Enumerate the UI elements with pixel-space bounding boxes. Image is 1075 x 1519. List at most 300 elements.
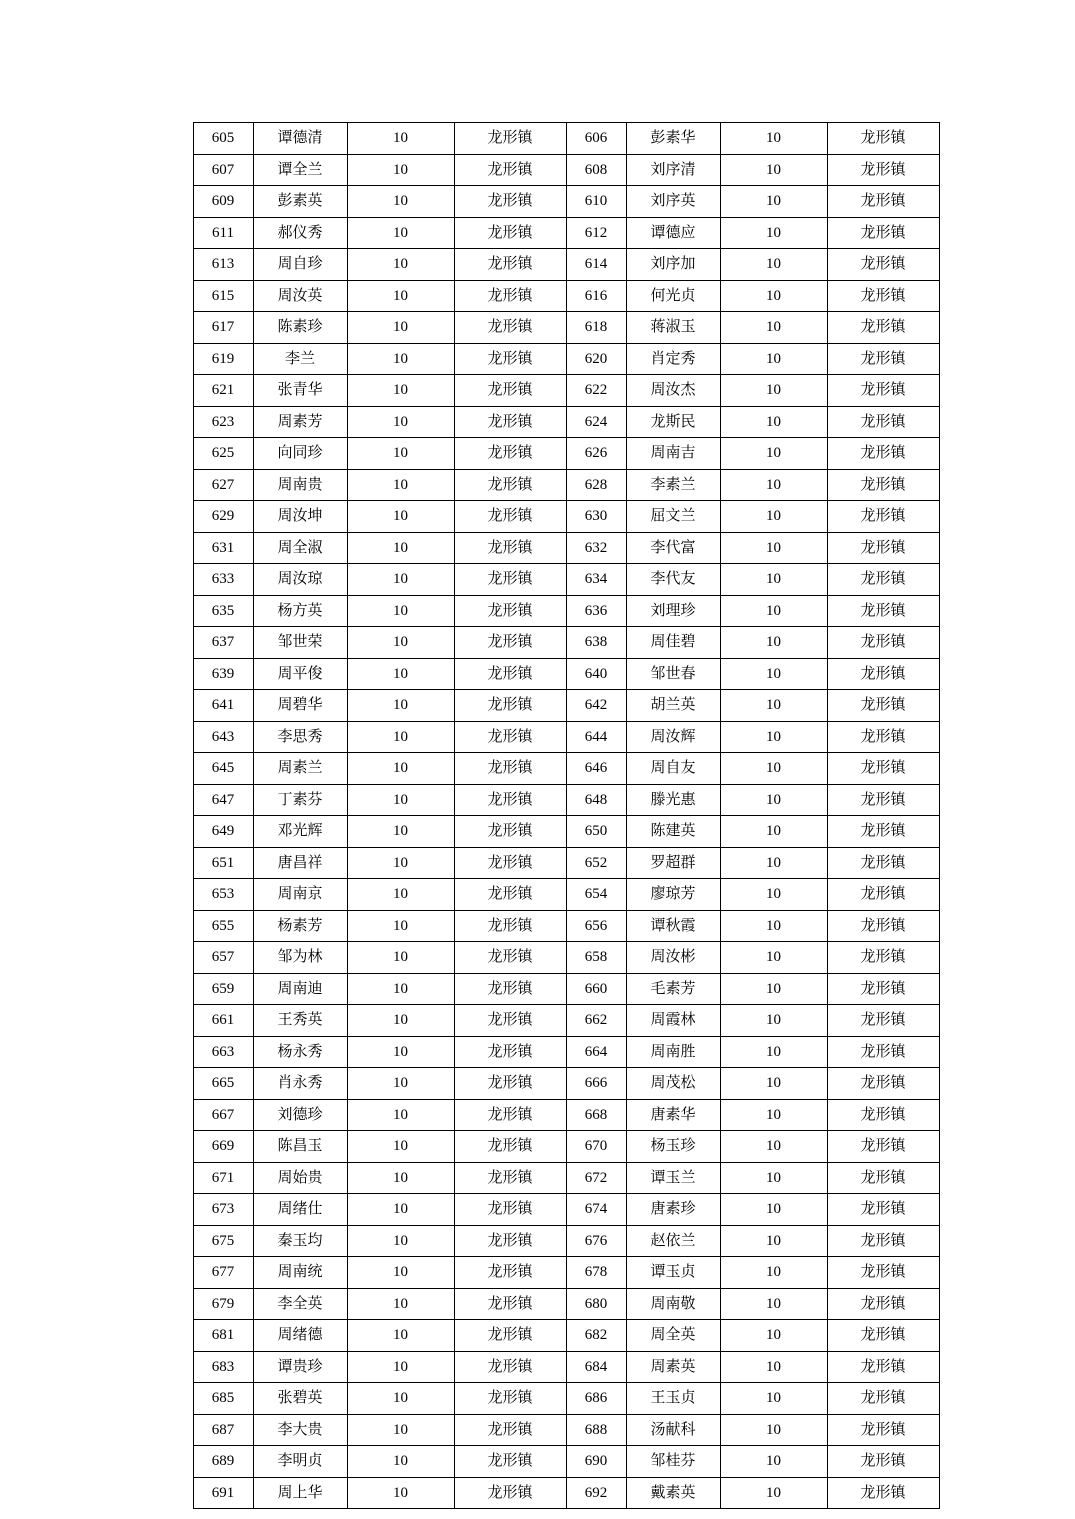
- cell-amount: 10: [347, 532, 454, 564]
- cell-amount: 10: [347, 1036, 454, 1068]
- cell-id: 633: [193, 564, 253, 596]
- cell-name: 周汝杰: [626, 375, 720, 407]
- cell-town: 龙形镇: [827, 1005, 939, 1037]
- cell-town: 龙形镇: [827, 1351, 939, 1383]
- cell-amount: 10: [720, 438, 827, 470]
- cell-id: 636: [566, 595, 626, 627]
- cell-name: 屈文兰: [626, 501, 720, 533]
- cell-id: 671: [193, 1162, 253, 1194]
- cell-town: 龙形镇: [454, 1446, 566, 1478]
- cell-name: 周始贵: [253, 1162, 347, 1194]
- cell-town: 龙形镇: [827, 753, 939, 785]
- cell-amount: 10: [347, 438, 454, 470]
- cell-id: 670: [566, 1131, 626, 1163]
- cell-id: 660: [566, 973, 626, 1005]
- cell-id: 646: [566, 753, 626, 785]
- cell-name: 何光贞: [626, 280, 720, 312]
- cell-amount: 10: [347, 1257, 454, 1289]
- cell-id: 614: [566, 249, 626, 281]
- cell-town: 龙形镇: [827, 123, 939, 155]
- cell-id: 690: [566, 1446, 626, 1478]
- cell-name: 周南贵: [253, 469, 347, 501]
- cell-name: 周汝彬: [626, 942, 720, 974]
- cell-town: 龙形镇: [454, 1383, 566, 1415]
- cell-town: 龙形镇: [827, 186, 939, 218]
- cell-amount: 10: [347, 469, 454, 501]
- cell-amount: 10: [347, 690, 454, 722]
- cell-town: 龙形镇: [454, 753, 566, 785]
- cell-amount: 10: [720, 627, 827, 659]
- cell-name: 唐素珍: [626, 1194, 720, 1226]
- cell-town: 龙形镇: [454, 690, 566, 722]
- cell-name: 李兰: [253, 343, 347, 375]
- cell-town: 龙形镇: [454, 784, 566, 816]
- cell-amount: 10: [720, 942, 827, 974]
- cell-town: 龙形镇: [454, 658, 566, 690]
- cell-name: 张青华: [253, 375, 347, 407]
- table-row: [193, 1099, 939, 1131]
- cell-amount: 10: [347, 942, 454, 974]
- cell-id: 632: [566, 532, 626, 564]
- cell-amount: 10: [720, 690, 827, 722]
- cell-amount: 10: [347, 343, 454, 375]
- cell-id: 647: [193, 784, 253, 816]
- cell-name: 周汝辉: [626, 721, 720, 753]
- cell-town: 龙形镇: [827, 627, 939, 659]
- cell-town: 龙形镇: [827, 154, 939, 186]
- cell-town: 龙形镇: [827, 816, 939, 848]
- cell-name: 周素兰: [253, 753, 347, 785]
- cell-amount: 10: [347, 910, 454, 942]
- cell-id: 656: [566, 910, 626, 942]
- cell-amount: 10: [347, 816, 454, 848]
- table-row: [193, 1194, 939, 1226]
- cell-name: 杨玉珍: [626, 1131, 720, 1163]
- cell-town: 龙形镇: [827, 564, 939, 596]
- cell-id: 654: [566, 879, 626, 911]
- cell-id: 668: [566, 1099, 626, 1131]
- cell-name: 陈素珍: [253, 312, 347, 344]
- cell-town: 龙形镇: [454, 847, 566, 879]
- cell-id: 650: [566, 816, 626, 848]
- cell-name: 杨素芳: [253, 910, 347, 942]
- cell-name: 周自友: [626, 753, 720, 785]
- roster-table-wrapper: [193, 122, 906, 1509]
- cell-town: 龙形镇: [827, 1477, 939, 1509]
- table-row: [193, 1477, 939, 1509]
- cell-amount: 10: [720, 879, 827, 911]
- cell-amount: 10: [720, 532, 827, 564]
- cell-id: 675: [193, 1225, 253, 1257]
- cell-name: 李明贞: [253, 1446, 347, 1478]
- cell-id: 622: [566, 375, 626, 407]
- cell-amount: 10: [347, 1194, 454, 1226]
- cell-town: 龙形镇: [827, 1225, 939, 1257]
- cell-id: 667: [193, 1099, 253, 1131]
- table-row: [193, 1446, 939, 1478]
- cell-town: 龙形镇: [827, 847, 939, 879]
- cell-id: 629: [193, 501, 253, 533]
- cell-town: 龙形镇: [454, 816, 566, 848]
- cell-id: 652: [566, 847, 626, 879]
- cell-id: 687: [193, 1414, 253, 1446]
- cell-id: 605: [193, 123, 253, 155]
- cell-amount: 10: [347, 973, 454, 1005]
- cell-name: 邹为林: [253, 942, 347, 974]
- cell-town: 龙形镇: [827, 280, 939, 312]
- table-row: [193, 721, 939, 753]
- table-row: [193, 847, 939, 879]
- cell-town: 龙形镇: [454, 1257, 566, 1289]
- cell-amount: 10: [347, 375, 454, 407]
- cell-amount: 10: [720, 1225, 827, 1257]
- cell-town: 龙形镇: [454, 343, 566, 375]
- cell-name: 罗超群: [626, 847, 720, 879]
- cell-amount: 10: [347, 784, 454, 816]
- cell-id: 669: [193, 1131, 253, 1163]
- cell-id: 619: [193, 343, 253, 375]
- cell-town: 龙形镇: [454, 721, 566, 753]
- cell-amount: 10: [347, 595, 454, 627]
- cell-town: 龙形镇: [827, 721, 939, 753]
- cell-amount: 10: [720, 501, 827, 533]
- cell-id: 626: [566, 438, 626, 470]
- cell-id: 688: [566, 1414, 626, 1446]
- cell-id: 677: [193, 1257, 253, 1289]
- cell-name: 陈昌玉: [253, 1131, 347, 1163]
- table-row: [193, 1005, 939, 1037]
- cell-id: 611: [193, 217, 253, 249]
- table-row: [193, 973, 939, 1005]
- cell-town: 龙形镇: [454, 217, 566, 249]
- cell-name: 刘序清: [626, 154, 720, 186]
- cell-name: 周上华: [253, 1477, 347, 1509]
- cell-name: 肖定秀: [626, 343, 720, 375]
- cell-id: 679: [193, 1288, 253, 1320]
- cell-town: 龙形镇: [827, 1257, 939, 1289]
- cell-name: 彭素华: [626, 123, 720, 155]
- cell-town: 龙形镇: [827, 406, 939, 438]
- cell-amount: 10: [720, 816, 827, 848]
- table-row: [193, 942, 939, 974]
- cell-id: 644: [566, 721, 626, 753]
- cell-amount: 10: [347, 1320, 454, 1352]
- cell-name: 谭全兰: [253, 154, 347, 186]
- cell-id: 658: [566, 942, 626, 974]
- cell-id: 665: [193, 1068, 253, 1100]
- cell-amount: 10: [720, 721, 827, 753]
- cell-town: 龙形镇: [827, 469, 939, 501]
- cell-name: 滕光惠: [626, 784, 720, 816]
- cell-name: 周素芳: [253, 406, 347, 438]
- cell-amount: 10: [347, 564, 454, 596]
- cell-id: 672: [566, 1162, 626, 1194]
- table-row: [193, 627, 939, 659]
- table-row: [193, 910, 939, 942]
- cell-id: 682: [566, 1320, 626, 1352]
- cell-amount: 10: [720, 469, 827, 501]
- cell-id: 609: [193, 186, 253, 218]
- cell-town: 龙形镇: [454, 501, 566, 533]
- table-row: [193, 1351, 939, 1383]
- cell-id: 689: [193, 1446, 253, 1478]
- cell-town: 龙形镇: [454, 1131, 566, 1163]
- table-row: [193, 1068, 939, 1100]
- cell-amount: 10: [347, 1225, 454, 1257]
- cell-town: 龙形镇: [827, 1194, 939, 1226]
- table-row: [193, 343, 939, 375]
- cell-name: 李思秀: [253, 721, 347, 753]
- cell-id: 659: [193, 973, 253, 1005]
- cell-town: 龙形镇: [454, 1225, 566, 1257]
- cell-amount: 10: [347, 280, 454, 312]
- cell-id: 613: [193, 249, 253, 281]
- table-row: [193, 816, 939, 848]
- cell-name: 周绪德: [253, 1320, 347, 1352]
- cell-amount: 10: [347, 1099, 454, 1131]
- cell-amount: 10: [347, 1446, 454, 1478]
- cell-name: 刘理珍: [626, 595, 720, 627]
- cell-amount: 10: [347, 154, 454, 186]
- cell-amount: 10: [720, 784, 827, 816]
- cell-name: 肖永秀: [253, 1068, 347, 1100]
- cell-town: 龙形镇: [827, 879, 939, 911]
- cell-name: 胡兰英: [626, 690, 720, 722]
- cell-name: 谭玉兰: [626, 1162, 720, 1194]
- cell-id: 649: [193, 816, 253, 848]
- cell-name: 周南统: [253, 1257, 347, 1289]
- table-row: [193, 406, 939, 438]
- cell-amount: 10: [720, 1446, 827, 1478]
- cell-id: 637: [193, 627, 253, 659]
- cell-id: 643: [193, 721, 253, 753]
- cell-amount: 10: [347, 721, 454, 753]
- cell-id: 681: [193, 1320, 253, 1352]
- cell-town: 龙形镇: [827, 343, 939, 375]
- cell-id: 607: [193, 154, 253, 186]
- cell-name: 龙斯民: [626, 406, 720, 438]
- cell-town: 龙形镇: [827, 1099, 939, 1131]
- cell-name: 唐昌祥: [253, 847, 347, 879]
- cell-id: 615: [193, 280, 253, 312]
- cell-name: 谭贵珍: [253, 1351, 347, 1383]
- cell-town: 龙形镇: [454, 312, 566, 344]
- cell-amount: 10: [347, 879, 454, 911]
- cell-town: 龙形镇: [827, 1131, 939, 1163]
- cell-id: 680: [566, 1288, 626, 1320]
- table-row: [193, 123, 939, 155]
- cell-town: 龙形镇: [454, 1194, 566, 1226]
- cell-id: 638: [566, 627, 626, 659]
- cell-town: 龙形镇: [827, 501, 939, 533]
- cell-amount: 10: [720, 1257, 827, 1289]
- table-row: [193, 1320, 939, 1352]
- cell-id: 620: [566, 343, 626, 375]
- cell-name: 谭玉贞: [626, 1257, 720, 1289]
- cell-id: 627: [193, 469, 253, 501]
- cell-id: 651: [193, 847, 253, 879]
- cell-name: 邹世春: [626, 658, 720, 690]
- cell-name: 陈建英: [626, 816, 720, 848]
- cell-town: 龙形镇: [827, 249, 939, 281]
- table-row: [193, 1288, 939, 1320]
- cell-name: 邹桂芬: [626, 1446, 720, 1478]
- cell-id: 663: [193, 1036, 253, 1068]
- cell-amount: 10: [720, 1005, 827, 1037]
- cell-amount: 10: [720, 1414, 827, 1446]
- cell-amount: 10: [347, 1131, 454, 1163]
- cell-town: 龙形镇: [827, 910, 939, 942]
- cell-town: 龙形镇: [827, 1414, 939, 1446]
- cell-id: 612: [566, 217, 626, 249]
- table-row: [193, 1036, 939, 1068]
- table-row: [193, 375, 939, 407]
- cell-town: 龙形镇: [827, 1288, 939, 1320]
- cell-id: 648: [566, 784, 626, 816]
- cell-id: 641: [193, 690, 253, 722]
- cell-town: 龙形镇: [827, 312, 939, 344]
- cell-name: 谭德应: [626, 217, 720, 249]
- cell-id: 685: [193, 1383, 253, 1415]
- cell-name: 刘序英: [626, 186, 720, 218]
- cell-town: 龙形镇: [827, 217, 939, 249]
- table-row: [193, 249, 939, 281]
- cell-name: 戴素英: [626, 1477, 720, 1509]
- cell-amount: 10: [720, 123, 827, 155]
- cell-name: 周汝坤: [253, 501, 347, 533]
- cell-name: 张碧英: [253, 1383, 347, 1415]
- cell-town: 龙形镇: [454, 154, 566, 186]
- cell-id: 662: [566, 1005, 626, 1037]
- cell-id: 684: [566, 1351, 626, 1383]
- cell-id: 676: [566, 1225, 626, 1257]
- table-row: [193, 1257, 939, 1289]
- cell-town: 龙形镇: [827, 942, 939, 974]
- cell-amount: 10: [720, 1194, 827, 1226]
- cell-name: 邓光辉: [253, 816, 347, 848]
- table-row: [193, 879, 939, 911]
- table-row: [193, 532, 939, 564]
- cell-town: 龙形镇: [454, 1414, 566, 1446]
- cell-town: 龙形镇: [454, 532, 566, 564]
- cell-town: 龙形镇: [827, 1036, 939, 1068]
- cell-id: 683: [193, 1351, 253, 1383]
- table-row: [193, 1225, 939, 1257]
- cell-amount: 10: [720, 1162, 827, 1194]
- cell-amount: 10: [720, 217, 827, 249]
- cell-amount: 10: [347, 658, 454, 690]
- table-row: [193, 1131, 939, 1163]
- cell-amount: 10: [720, 1477, 827, 1509]
- cell-town: 龙形镇: [454, 1005, 566, 1037]
- cell-town: 龙形镇: [454, 627, 566, 659]
- cell-amount: 10: [347, 1414, 454, 1446]
- cell-id: 692: [566, 1477, 626, 1509]
- cell-amount: 10: [347, 1383, 454, 1415]
- cell-amount: 10: [720, 658, 827, 690]
- cell-town: 龙形镇: [454, 910, 566, 942]
- cell-id: 645: [193, 753, 253, 785]
- cell-amount: 10: [720, 343, 827, 375]
- table-row: [193, 690, 939, 722]
- cell-id: 618: [566, 312, 626, 344]
- cell-name: 周佳碧: [626, 627, 720, 659]
- table-row: [193, 1414, 939, 1446]
- cell-id: 630: [566, 501, 626, 533]
- cell-id: 608: [566, 154, 626, 186]
- cell-id: 625: [193, 438, 253, 470]
- cell-name: 周南吉: [626, 438, 720, 470]
- cell-town: 龙形镇: [454, 1477, 566, 1509]
- cell-name: 周全英: [626, 1320, 720, 1352]
- cell-amount: 10: [347, 753, 454, 785]
- cell-name: 谭秋霞: [626, 910, 720, 942]
- cell-id: 673: [193, 1194, 253, 1226]
- cell-name: 李代友: [626, 564, 720, 596]
- cell-town: 龙形镇: [454, 595, 566, 627]
- cell-id: 635: [193, 595, 253, 627]
- cell-amount: 10: [347, 1288, 454, 1320]
- cell-name: 周茂松: [626, 1068, 720, 1100]
- cell-amount: 10: [720, 1320, 827, 1352]
- cell-name: 周南敬: [626, 1288, 720, 1320]
- cell-amount: 10: [347, 123, 454, 155]
- cell-amount: 10: [720, 1131, 827, 1163]
- cell-name: 唐素华: [626, 1099, 720, 1131]
- cell-name: 周南京: [253, 879, 347, 911]
- cell-id: 634: [566, 564, 626, 596]
- cell-id: 617: [193, 312, 253, 344]
- table-row: [193, 217, 939, 249]
- cell-id: 628: [566, 469, 626, 501]
- cell-id: 621: [193, 375, 253, 407]
- cell-amount: 10: [347, 1477, 454, 1509]
- cell-name: 谭德清: [253, 123, 347, 155]
- cell-amount: 10: [347, 1068, 454, 1100]
- cell-town: 龙形镇: [454, 1036, 566, 1068]
- cell-name: 秦玉均: [253, 1225, 347, 1257]
- cell-name: 周碧华: [253, 690, 347, 722]
- table-row: [193, 595, 939, 627]
- table-row: [193, 438, 939, 470]
- cell-name: 周汝琼: [253, 564, 347, 596]
- cell-town: 龙形镇: [454, 1320, 566, 1352]
- cell-amount: 10: [347, 406, 454, 438]
- table-row: [193, 564, 939, 596]
- cell-town: 龙形镇: [454, 879, 566, 911]
- table-row: [193, 186, 939, 218]
- cell-id: 678: [566, 1257, 626, 1289]
- cell-name: 周绪仕: [253, 1194, 347, 1226]
- cell-name: 彭素英: [253, 186, 347, 218]
- cell-town: 龙形镇: [454, 942, 566, 974]
- cell-amount: 10: [347, 501, 454, 533]
- cell-amount: 10: [720, 1383, 827, 1415]
- cell-amount: 10: [720, 753, 827, 785]
- cell-town: 龙形镇: [827, 1320, 939, 1352]
- cell-town: 龙形镇: [454, 1351, 566, 1383]
- cell-town: 龙形镇: [827, 532, 939, 564]
- cell-town: 龙形镇: [454, 1288, 566, 1320]
- cell-id: 657: [193, 942, 253, 974]
- cell-town: 龙形镇: [454, 973, 566, 1005]
- cell-town: 龙形镇: [454, 1162, 566, 1194]
- cell-name: 周平俊: [253, 658, 347, 690]
- cell-name: 王秀英: [253, 1005, 347, 1037]
- cell-name: 周霞林: [626, 1005, 720, 1037]
- cell-town: 龙形镇: [827, 1068, 939, 1100]
- cell-name: 周汝英: [253, 280, 347, 312]
